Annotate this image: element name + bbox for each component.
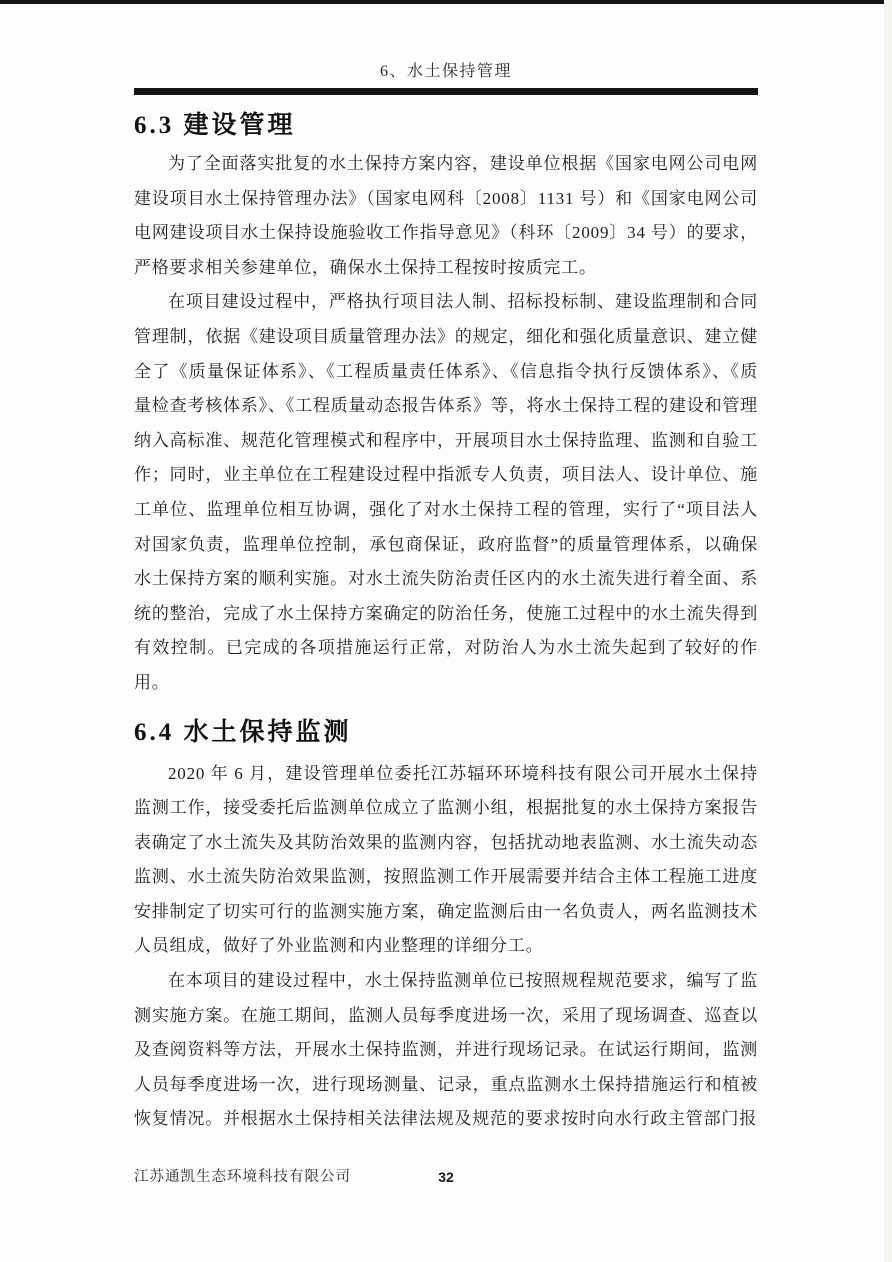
page-footer — [134, 1166, 758, 1188]
footer-page-number: 32 — [438, 1169, 454, 1185]
section-6-4-paragraph-1: 2020 年 6 月，建设管理单位委托江苏辐环环境科技有限公司开展水土保持监测工作，接受委托后监测单位成立了监测小组，根据批复的水土保持方案报告表确定了水土流失及其防治效果的监测内容，包括扰动地表监测、水土流失动态监测、水土流失防治效果监测，按照监测工作开展需要并结合主体工程施工进度安排制定了切实可行的监测实施方案，确定监测后由一名负责人，两名监测技术人员组成，做好了外业监测和内业整理的详细分工。 — [134, 763, 758, 956]
footer-company-name: 江苏通凯生态环境科技有限公司 — [134, 1169, 351, 1185]
running-header: 6、水土保持管理 — [379, 63, 512, 80]
header-double-rule — [134, 88, 758, 95]
section-heading-6-4: 6.4 水土保持监测 — [134, 718, 352, 746]
section-heading-6-3: 6.3 建设管理 — [134, 112, 296, 139]
section-6-3-paragraph-2: 在项目建设过程中，严格执行项目法人制、招标投标制、建设监理制和合同管理制，依据《建设项目质量管理办法》的规定，细化和强化质量意识、建立健全了《质量保证体系》、《工程质量责任体系》、《信息指令执行反馈体系》、《质量检查考核体系》、《工程质量动态报告体系》等，将水土保持工程的建设和管理纳入高标准、规范化管理模式和程序中，开展项目水土保持监理、监测和自验工作；同时，业主单位在工程建设过程中指派专人负责，项目法人、设计单位、施工单位、监理单位相互协调，强化了对水土保持工程的管理，实行了“项目法人对国家负责，监理单位控制，承包商保证，政府监督”的质量管理体系，以确保水土保持方案的顺利实施。对水土流失防治责任区内的水土流失进行着全面、系统的整治，完成了水土保持方案确定的防治任务，使施工过程中的水土流失得到有效控制。已完成的各项措施运行正常，对防治人为水土流失起到了较好的作用。 — [134, 292, 758, 692]
section-6-4-paragraph-2: 在本项目的建设过程中，水土保持监测单位已按照规程规范要求，编写了监测实施方案。在施工期间，监测人员每季度进场一次，采用了现场调查、巡查以及查阅资料等方法，开展水土保持监测，并进行现场记录。在试运行期间，监测人员每季度进场一次，进行现场测量、记录，重点监测水土保持措施运行和植被恢复情况。并根据水土保持相关法律法规及规范的要求按时向水行政主管部门报 — [134, 971, 758, 1129]
section-6-3-paragraph-1: 为了全面落实批复的水土保持方案内容，建设单位根据《国家电网公司电网建设项目水土保持管理办法》（国家电网科〔2008〕1131 号）和《国家电网公司电网建设项目水土保持设施验收工作指导意见》（科环〔2009〕34 号）的要求，严格要求相关参建单位，确保水土保持工程按时按质完工。 — [134, 154, 758, 277]
